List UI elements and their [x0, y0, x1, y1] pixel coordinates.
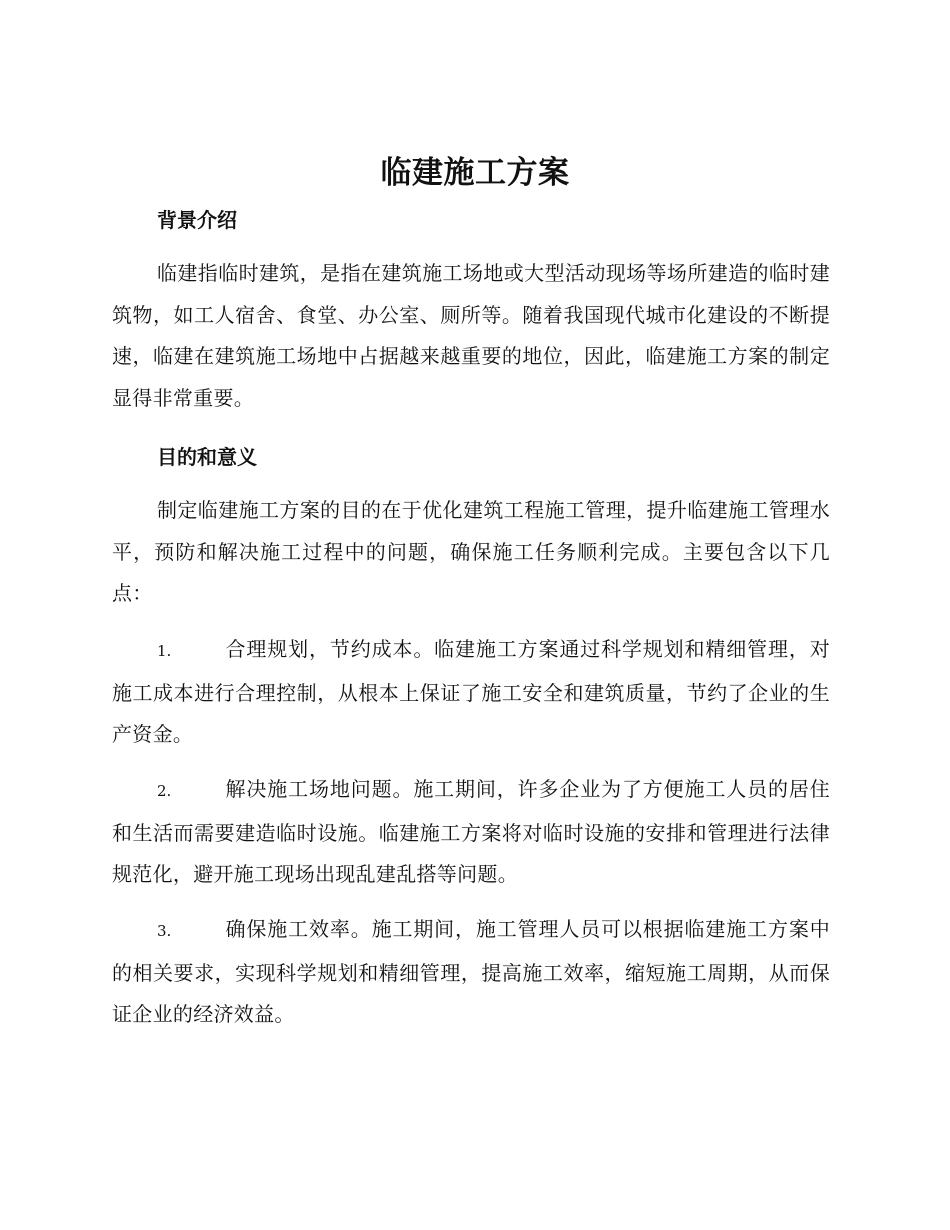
list-item [112, 909, 830, 1036]
purpose-paragraph: 制定临建施工方案的目的在于优化建筑工程施工管理，提升临建施工管理水平，预防和解决施工过程中的问题，确保施工任务顺利完成。主要包含以下几点： [112, 498, 830, 605]
list-item-number: 1. [157, 642, 172, 660]
section-heading-purpose: 目的和意义 [157, 445, 257, 469]
list-item-text: 确保施工效率。施工期间，施工管理人员可以根据临建施工方案中的相关要求，实现科学规划和精细管理，提高施工效率，缩短施工周期，从而保证企业的经济效益。 [112, 917, 830, 1026]
list-item-number: 2. [157, 782, 172, 800]
document-title: 临建施工方案 [380, 155, 570, 191]
section-heading-background: 背景介绍 [157, 208, 237, 232]
list-item-text: 解决施工场地问题。施工期间，许多企业为了方便施工人员的居住和生活而需要建造临时设施。临建施工方案将对临时设施的安排和管理进行法律规范化，避开施工现场出现乱建乱搭等问题。 [112, 777, 830, 886]
background-paragraph: 临建指临时建筑，是指在建筑施工场地或大型活动现场等场所建造的临时建筑物，如工人宿舍、食堂、办公室、厕所等。随着我国现代城市化建设的不断提速，临建在建筑施工场地中占据越来越重要的地位，因此，临建施工方案的制定显得非常重要。 [112, 261, 830, 410]
list-item-text: 合理规划，节约成本。临建施工方案通过科学规划和精细管理，对施工成本进行合理控制，从根本上保证了施工安全和建筑质量，节约了企业的生产资金。 [112, 637, 830, 746]
list-item [112, 629, 830, 756]
list-item-number: 3. [157, 922, 172, 940]
list-item [112, 769, 830, 896]
